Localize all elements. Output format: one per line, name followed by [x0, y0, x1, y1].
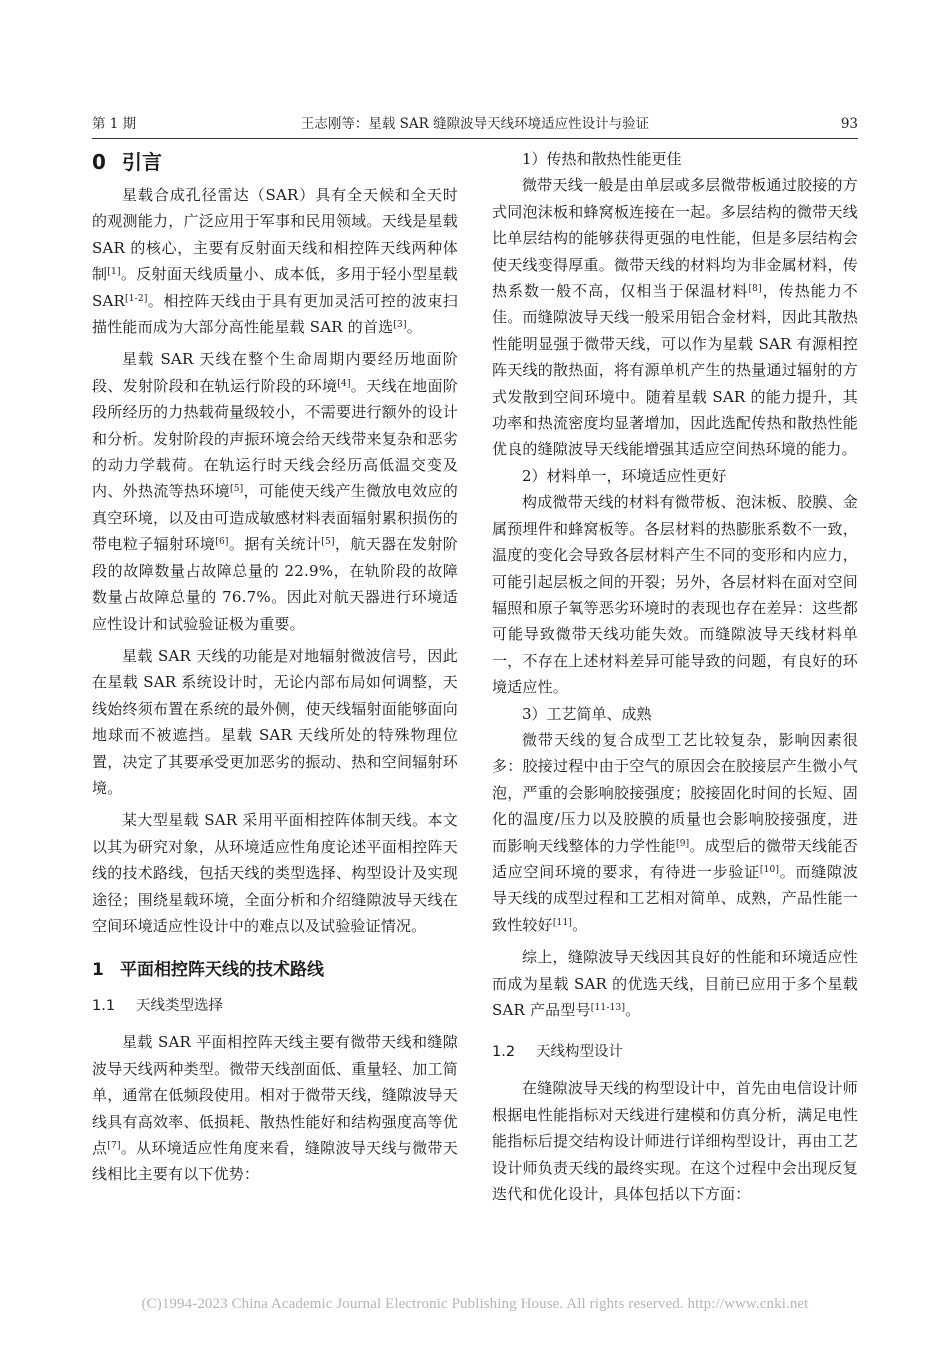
citation[interactable]: [9] [675, 838, 690, 849]
citation[interactable]: [6] [215, 537, 229, 548]
citation[interactable]: [3] [393, 320, 407, 331]
citation[interactable]: [1-2] [125, 293, 148, 304]
paragraph-intro-1 [92, 182, 458, 340]
citation[interactable]: [5] [321, 537, 335, 548]
text: 。天线在地面阶段所经历的力热载荷量级较小，不需要进行额外的设计和分析。发射阶段的声振环境会给天线带来复杂和恶劣的动力学载荷。在轨运行时天线会经历高低温交变及内、外热流等热环境 [92, 376, 458, 501]
paragraph-intro-2 [92, 346, 458, 636]
citation[interactable]: [7] [107, 1141, 121, 1152]
text: ，传热能力不佳。而缝隙波导天线一般采用铝合金材料，因此其散热性能明显强于微带天线，可以作为星载 SAR 有源相控阵天线的散热面，将有源单机产生的热量通过辐射的方式发散到空间环境中。随着星载 SAR 的能力提升，其功率和热流密度均显著增加，因此选配传热和散热性能优良的缝隙波导天线能增强其适应空间热环境的能力。 [492, 282, 859, 459]
advantage-3-title: 3）工艺简单、成熟 [522, 704, 652, 723]
citation[interactable]: [8] [748, 284, 762, 295]
paragraph-summary [492, 944, 858, 1023]
section-number: 0 [92, 150, 106, 174]
section-title: 天线构型设计 [536, 1044, 623, 1061]
page-number: 93 [840, 116, 858, 132]
advantage-2-title: 2）材料单一，环境适应性更好 [522, 466, 727, 485]
section-number: 1.1 [92, 998, 116, 1015]
left-column [92, 146, 458, 1188]
text: 综上，缝隙波导天线因其良好的性能和环境适应性而成为星载 SAR 的优选天线，目前已应用于多个星载 SAR 产品型号 [492, 948, 858, 1019]
text: 星载 SAR 天线在整个生命周期内要经历地面阶段、发射阶段和在轨运行阶段的环境 [92, 350, 458, 395]
copyright-footer: (C)1994-2023 China Academic Journal Electronic Publishing House. All rights reserved. http://www.cnki.net [141, 1296, 809, 1312]
section-number: 1.2 [492, 1044, 516, 1061]
paragraph-advantage-1 [492, 172, 858, 462]
citation[interactable]: [11] [552, 917, 573, 928]
advantage-1-title: 1）传热和散热性能更佳 [522, 150, 682, 168]
paragraph-intro-4: 某大型星载 SAR 采用平面相控阵体制天线。本文以其为研究对象，从环境适应性角度论述平面相控阵天线的技术路线，包括天线的类型选择、构型设计及实现途径；围绕星载环境，全面分析和介绍缝隙波导天线在空间环境适应性设计中的难点以及试验验证情况。 [92, 811, 458, 935]
paragraph-advantage-3 [492, 727, 858, 938]
text: 。 [406, 318, 422, 337]
running-header [92, 112, 858, 136]
citation[interactable]: [11-13] [590, 1003, 626, 1014]
text: 。成型后的微带天线能否适应空间环境的要求，有待进一步验证 [492, 836, 858, 881]
running-title: 王志刚等：星载 SAR 缝隙波导天线环境适应性设计与验证 [300, 116, 650, 132]
paragraph-advantage-2: 构成微带天线的材料有微带板、泡沫板、胶膜、金属预埋件和蜂窝板等。各层材料的热膨胀系数不一致，温度的变化会导致各层材料产生不同的变形和内应力，可能引起层板之间的开裂；另外，各层材料在面对空间辐照和原子氧等恶劣环境时的表现也存在差异：这些都可能导致微带天线功能失效。而缝隙波导天线材料单一，不存在上述材料差异可能导致的问题，有良好的环境适应性。 [492, 493, 858, 697]
text: ，航天器在发射阶段的故障数量占故障总量的 22.9%，在轨阶段的故障数量占故障总量的 76.7%。因此对航天器进行环境适应性设计和试验验证极为重要。 [92, 535, 458, 633]
citation[interactable]: [5] [229, 484, 244, 495]
issue-label: 第 1 期 [92, 116, 137, 132]
text: 。相控阵天线由于具有更加灵活可控的波束扫描性能而成为大部分高性能星载 SAR 的首选 [92, 291, 458, 337]
section-title: 天线类型选择 [136, 998, 223, 1015]
text: 微带天线的复合成型工艺比较复杂，影响因素很多：胶接过程中由于空气的原因会在胶接层产生微小气泡，严重的会影响胶接强度；胶接固化时间的长短、固化的温度/压力以及胶膜的质量也会影响胶接强度，进而影响天线整体的力学性能 [492, 730, 858, 855]
section-0-heading [92, 146, 458, 178]
right-column [492, 146, 858, 1207]
text: 。 [625, 1001, 641, 1019]
citation[interactable]: [4] [337, 378, 351, 389]
text: 。而缝隙波导天线的成型过程和工艺相对简单、成熟，产品性能一致性较好 [492, 862, 858, 934]
section-title: 平面相控阵天线的技术路线 [120, 960, 324, 981]
text: 。从环境适应性角度来看，缝隙波导天线与微带天线相比主要有以下优势： [92, 1139, 459, 1184]
text: 。反射面天线质量小、成本低，多用于轻小型星载 SAR [92, 265, 459, 310]
paragraph-1-2: 在缝隙波导天线的构型设计中，首先由电信设计师根据电性能指标对天线进行建模和仿真分析，满足电性能指标后提交结构设计师进行详细构型设计，再由工艺设计师负责天线的最终实现。在这个过程中会出现反复迭代和优化设计，具体包括以下方面： [492, 1079, 858, 1204]
section-title: 引言 [122, 150, 162, 174]
citation[interactable]: [10] [759, 865, 780, 876]
text: 。据有关统计 [228, 535, 322, 554]
text: 微带天线一般是由单层或多层微带板通过胶接的方式同泡沫板和蜂窝板连接在一起。多层结构的微带天线比单层结构的能够获得更强的电性能，但是多层结构会使天线变得厚重。微带天线的材料均为非金属材料，传热系数一般不高，仅相当于保温材料 [492, 176, 858, 301]
text: ，可能使天线产生微放电效应的真空环境，以及由可造成敏感材料表面辐射累积损伤的带电粒子辐射环境 [92, 482, 458, 554]
paragraph-1-1 [92, 1029, 458, 1187]
text: 。 [572, 915, 588, 934]
text: 星载合成孔径雷达（SAR）具有全天候和全天时的观测能力，广泛应用于军事和民用领域。天线是星载 SAR 的核心，主要有反射面天线和相控阵天线两种体制 [92, 186, 458, 284]
section-1-2-heading [492, 1039, 858, 1065]
section-1-heading [92, 957, 458, 983]
citation[interactable]: [1] [107, 267, 121, 278]
section-1-1-heading [92, 993, 458, 1019]
header-rule [92, 138, 858, 139]
section-number: 1 [92, 960, 104, 981]
paragraph-intro-3: 星载 SAR 天线的功能是对地辐射微波信号，因此在星载 SAR 系统设计时，无论内部布局如何调整，天线始终须布置在系统的最外侧，使天线辐射面能够面向地球而不被遮挡。星载 SAR 天线所处的特殊物理位置，决定了其要承受更加恶劣的振动、热和空间辐射环境。 [92, 646, 458, 797]
text: 星载 SAR 平面相控阵天线主要有微带天线和缝隙波导天线两种类型。微带天线剖面低、重量轻、加工简单，通常在低频段使用。相对于微带天线，缝隙波导天线具有高效率、低损耗、散热性能好和结构强度高等优点 [92, 1033, 458, 1157]
